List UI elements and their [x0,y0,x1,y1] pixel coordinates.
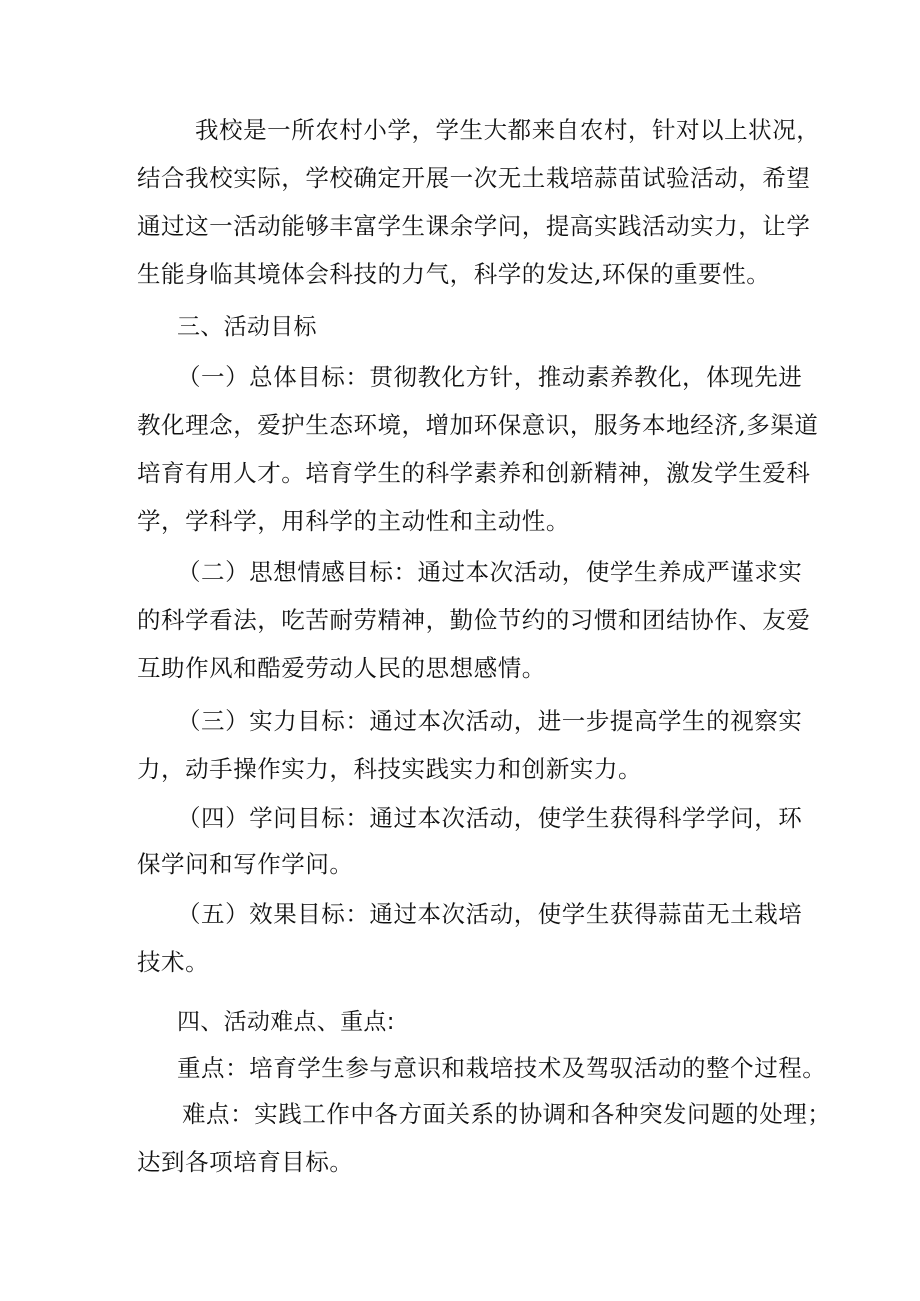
goal-2-line-1: （二）思想情感目标：通过本次活动，使学生养成严谨求实 [177,558,803,586]
goal-4-line-1: （四）学问目标：通过本次活动，使学生获得科学学问，环 [177,804,803,832]
goal-1-line-2: 教化理念，爱护生态环境，增加环保意识，服务本地经济,多渠道 [137,411,819,439]
intro-line-1: 我校是一所农村小学，学生大都来自农村，针对以上状况， [195,116,821,144]
goal-3-line-1: （三）实力目标：通过本次活动，进一步提高学生的视察实 [177,707,803,735]
difficulty-line-2: 达到各项培育目标。 [137,1148,354,1176]
goal-4-line-2: 保学问和写作学问。 [137,850,354,878]
intro-line-3: 通过这一活动能够丰富学生课余学问，提高实践活动实力，让学 [137,212,811,240]
goal-5-line-2: 技术。 [137,948,210,976]
goal-2-line-3: 互助作风和酷爱劳动人民的思想感情。 [137,654,546,682]
section-3-heading: 三、活动目标 [177,314,317,340]
goal-1-line-3: 培育有用人才。培育学生的科学素养和创新精神，激发学生爱科 [137,459,811,487]
intro-line-4: 生能身临其境体会科技的力气，科学的发达,环保的重要性。 [137,260,771,288]
difficulty-line-1: 难点：实践工作中各方面关系的协调和各种突发问题的处理； [182,1100,832,1128]
key-point-line: 重点：培育学生参与意识和栽培技术及驾驭活动的整个过程。 [177,1054,827,1082]
goal-1-line-4: 学，学科学，用科学的主动性和主动性。 [137,507,570,535]
intro-line-2: 结合我校实际，学校确定开展一次无土栽培蒜苗试验活动，希望 [137,164,811,192]
goal-1-line-1: （一）总体目标：贯彻教化方针，推动素养教化，体现先进 [177,363,803,391]
goal-5-line-1: （五）效果目标：通过本次活动，使学生获得蒜苗无土栽培 [177,900,803,928]
goal-3-line-2: 力，动手操作实力，科技实践实力和创新实力。 [137,755,643,783]
section-4-heading: 四、活动难点、重点: [177,1009,395,1035]
goal-2-line-2: 的科学看法，吃苦耐劳精神，勤俭节约的习惯和团结协作、友爱 [137,606,811,634]
